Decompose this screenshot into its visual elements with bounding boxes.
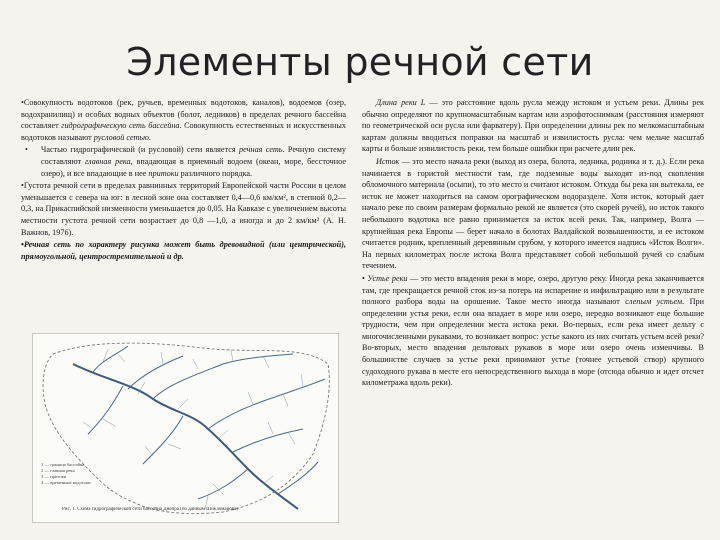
paragraph-network-density: •Густота речной сети в пределах равнинных территорий Европейской части России в целом уменьшается с севера на юг: в лесной зоне она составляет 0,4—0,6 км/км², в степной 0,2—0,3, на Прикаспийской низменности уменьшается до 0,05. На Кавказе с увеличением высоты местности густота речной сети возрастает до 0,8 —1,0, а иногда и до 2 км/км² (А. Н. Важнов, 1976). bbox=[21, 181, 346, 237]
paragraph-river-mouth bbox=[362, 273, 704, 389]
legend-item: 3 — притоки bbox=[41, 474, 67, 479]
term-blind-mouth: слепым устьем bbox=[625, 297, 683, 307]
tributary bbox=[93, 346, 128, 372]
tributary bbox=[233, 429, 303, 452]
legend-item: 4 — временные водотоки bbox=[41, 480, 91, 485]
paragraph-river-source bbox=[362, 156, 704, 272]
bullet: • bbox=[362, 273, 365, 283]
river-map-drawing bbox=[33, 334, 338, 522]
tributary bbox=[143, 416, 183, 464]
term-main-river: главная река bbox=[84, 156, 131, 166]
text: . bbox=[148, 132, 151, 142]
paragraph-hydrographic-network bbox=[21, 97, 346, 143]
text: •Совокупность водотоков (рек, ручьев, временных водотоков, каналов), водоемов (озер, водохранилищ) и особых водных объектов (болот, ледников) в пределах речного бассейна составляет bbox=[21, 98, 346, 131]
legend-item: 1 — граница бассейна bbox=[41, 462, 85, 467]
term-channel-network: русловой сетью bbox=[93, 132, 149, 142]
term-mouth: Устье реки bbox=[367, 273, 408, 283]
term-source: Исток bbox=[376, 156, 400, 166]
term-tributaries: притоки bbox=[148, 168, 179, 178]
text: — это расстояние вдоль русла между истоком и устьем реки. Длины рек обычно определяют по крупномасштабным картам или аэрофотоснимкам (расстояния измеряют по геометрической оси русла или фарватеру). При определении длины рек по мелкомасштабным картам должны вводиться поправки на масштаб и извилистость русла: чем мельче масштаб карты и больше извилистость реки, тем больше ошибки при расчете длин рек. bbox=[362, 98, 704, 154]
tributaries bbox=[88, 346, 325, 499]
text: различного порядка. bbox=[180, 168, 253, 178]
left-column bbox=[21, 97, 346, 263]
paragraph-river-length bbox=[362, 97, 704, 155]
tributary bbox=[198, 469, 248, 499]
small-streams bbox=[83, 349, 303, 509]
slide-title: Элементы речной сети bbox=[126, 40, 594, 84]
right-column bbox=[362, 97, 704, 390]
figure-caption: Рис. 1. Схема гидрографической сети бассейна Днепра (по данным Шикломанова) bbox=[62, 507, 238, 512]
legend-item: 2 — главная река bbox=[41, 468, 75, 473]
text: . Совокупность естественных и искусственных водотоков называют bbox=[21, 121, 347, 142]
tributary bbox=[208, 379, 325, 429]
river-basin-map bbox=[32, 333, 339, 523]
term-hydrographic-network: гидрографическую сеть бассейна bbox=[61, 121, 180, 131]
map-legend bbox=[41, 462, 111, 486]
text: . Речную систему составляют bbox=[41, 145, 346, 166]
tributary bbox=[88, 386, 123, 434]
tributary bbox=[278, 462, 318, 494]
term-river-length: Длина реки L bbox=[376, 98, 426, 107]
text: — это место начала реки (выход из озера, болота, ледника, родника и т. д.). Если река начинается в гористой местности там, где подземные воды выходят из-под скопления обломочного материала (осыпи), то это место и считают истоком. Откуда бы река ни вытекала, ее исток не может находиться на самом орографическом водоразделе. Хотя исток, который дает начало реке по своим размерам формально рекой не является (это скорей ручей), но исток такого небольшого водотока все равно принимается за исток всей реки. Так, например, Волга — крупнейшая река Европы — берет начало в болотах Валдайской возвышенности, и ее истоком считается родник, крепленный деревянным срубом, у которого имеется надпись «Исток Волги». На первых километрах после истока Волга представляет собой небольшой ручей со слабым течением. bbox=[362, 156, 704, 271]
text: — это место впадения реки в море, озеро, другую реку. Иногда река заканчивается там, где прекращается речной сток из-за потерь на испарение и инфильтрацию или в результате полного разбора воды на орошение. Такое место иногда называют bbox=[362, 273, 705, 307]
text: Частью гидрографической (и русловой) сети является bbox=[41, 145, 236, 155]
text: , впадающая в приемный водоем (океан, море, бессточное озеро), и все впадающие в нее bbox=[41, 156, 347, 178]
tributary bbox=[153, 354, 293, 399]
term-river-network: речная сеть bbox=[239, 145, 283, 155]
bullet: • bbox=[25, 145, 28, 155]
paragraph-river-network bbox=[21, 144, 346, 179]
text: . При определении устья реки, если она впадает в море или озеро, нередко возникают еще большие трудности, чем при определении места истока реки. Во-первых, если река имеет дельту с многочисленными рукавами, то возникает вопрос: устье какого из них считать устьем всей реки? Во-вторых, место впадения дельтовых рукавов в море или озеро очень изменчивы. В большинстве случаев за устье реки принимают устье (точнее устьевой створ) крупного судоходного рукава в месте его непосредственного выхода в море (отсюда обычно и идет отсчет километража вдоль реки). bbox=[362, 297, 705, 388]
paragraph-network-pattern: •Речная сеть по характеру рисунка может быть древовидной (или центрической), прямоугольной, центростремительной и др. bbox=[21, 240, 346, 261]
